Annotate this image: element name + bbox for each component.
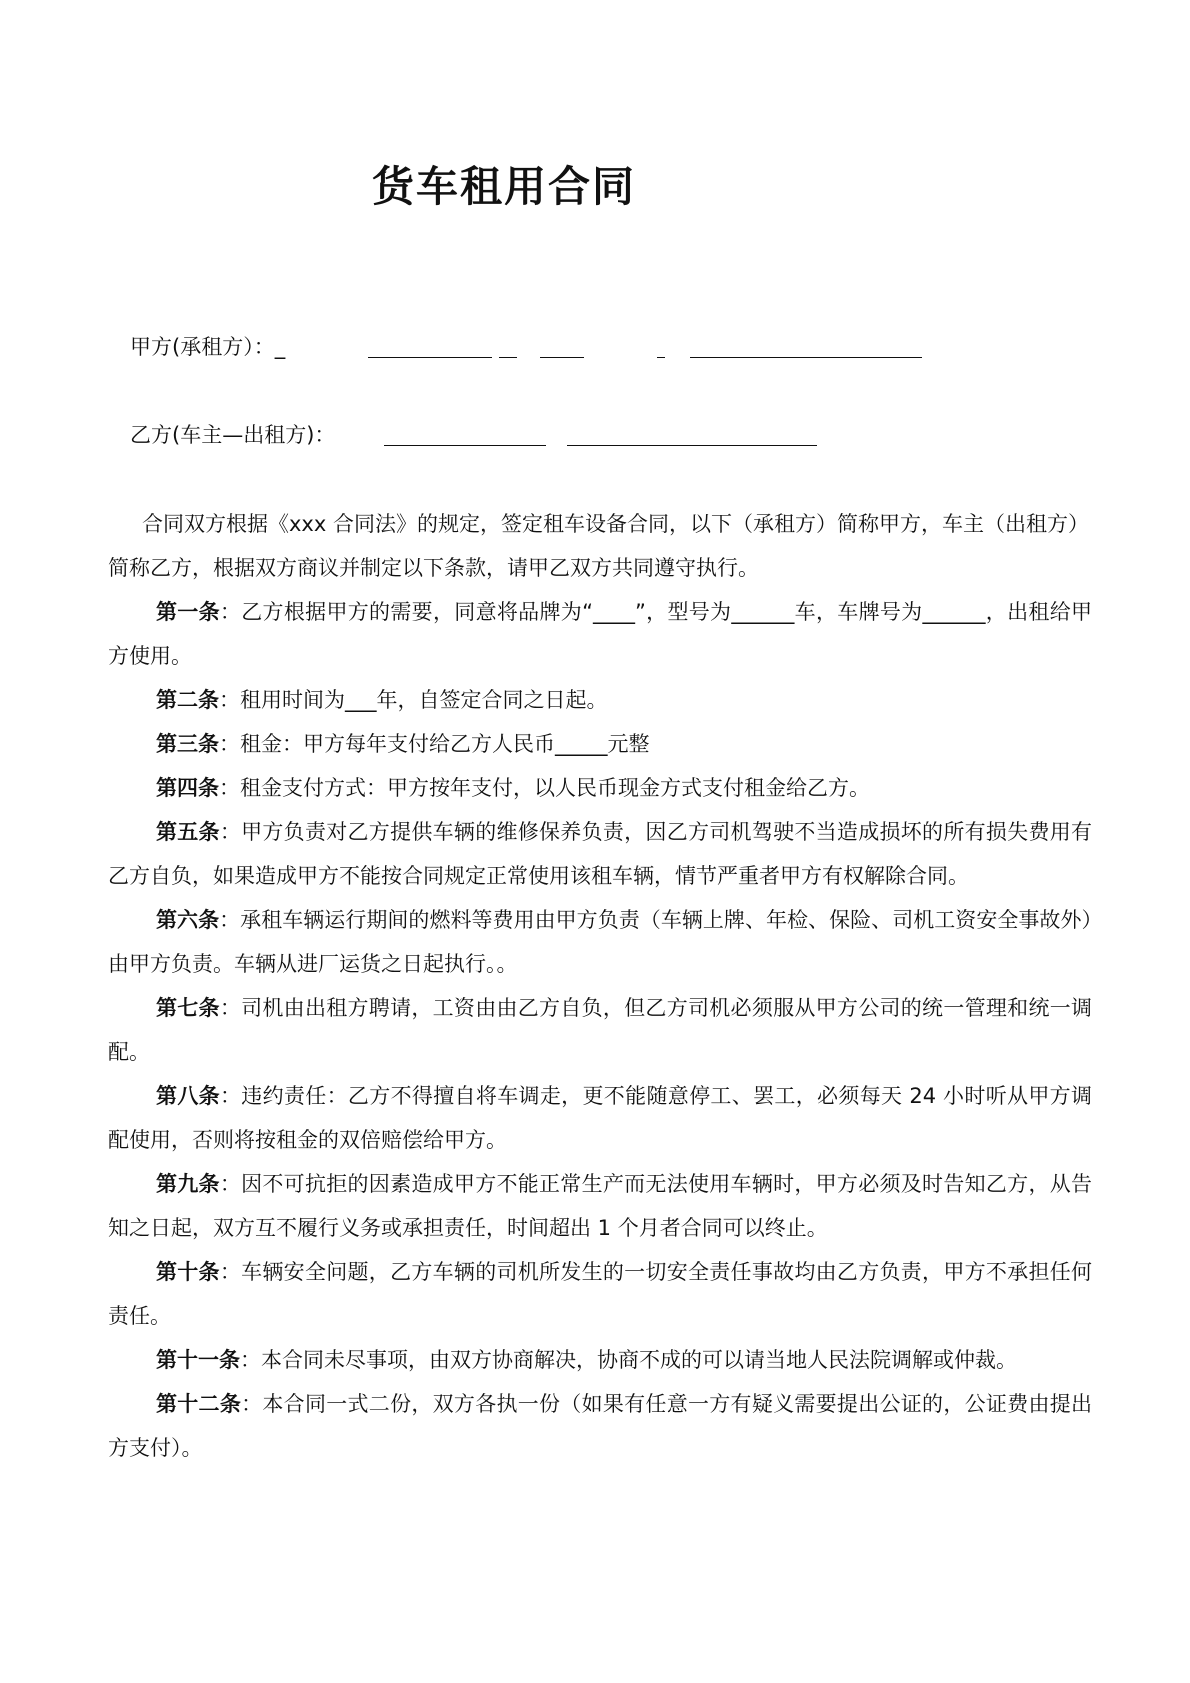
party-a-blank-1 — [368, 357, 492, 358]
clause-8 — [108, 1074, 1092, 1162]
clause-text: ：因不可抗拒的因素造成甲方不能正常生产而无法使用车辆时，甲方必须及时告知乙方，从告知之日起，双方互不履行义务或承担责任，时间超出 1 个月者合同可以终止。 — [108, 1172, 1093, 1240]
party-a-blank-5 — [690, 357, 922, 358]
clause-text: ：违约责任：乙方不得擅自将车调走，更不能随意停工、罢工，必须每天 24 小时听从甲方调配使用，否则将按租金的双倍赔偿给甲方。 — [108, 1084, 1093, 1152]
party-b-blank-1 — [384, 445, 546, 446]
clause-9 — [108, 1162, 1092, 1250]
clause-11 — [108, 1338, 1092, 1382]
clause-text: ：租金支付方式：甲方按年支付，以人民币现金方式支付租金给乙方。 — [219, 776, 870, 800]
clause-10 — [108, 1250, 1092, 1338]
clause-text: ：租用时间为___年，自签定合同之日起。 — [219, 688, 608, 712]
clause-text: ：本合同未尽事项，由双方协商解决，协商不成的可以请当地人民法院调解或仲裁。 — [240, 1348, 1017, 1372]
clause-text: ：司机由出租方聘请，工资由由乙方自负，但乙方司机必须服从甲方公司的统一管理和统一调配。 — [108, 996, 1093, 1064]
clause-12 — [108, 1382, 1092, 1470]
clause-number: 第七条 — [156, 996, 220, 1020]
clause-text: ：甲方负责对乙方提供车辆的维修保养负责，因乙方司机驾驶不当造成损坏的所有损失费用有乙方自负，如果造成甲方不能按合同规定正常使用该租车辆，情节严重者甲方有权解除合同。 — [108, 820, 1093, 888]
party-a-line — [130, 333, 285, 361]
party-a-blank-2 — [499, 357, 517, 358]
intro-paragraph: 合同双方根据《xxx 合同法》的规定，签定租车设备合同，以下（承租方）简称甲方，车主（出租方）简称乙方，根据双方商议并制定以下条款，请甲乙双方共同遵守执行。 — [108, 512, 1089, 580]
clause-5 — [108, 810, 1092, 898]
clause-number: 第六条 — [156, 908, 220, 932]
clause-text: ：本合同一式二份，双方各执一份（如果有任意一方有疑义需要提出公证的，公证费由提出方支付）。 — [108, 1392, 1093, 1460]
clause-text: ：租金：甲方每年支付给乙方人民币_____元整 — [219, 732, 650, 756]
clause-number: 第五条 — [156, 820, 220, 844]
clause-number: 第十二条 — [156, 1392, 242, 1416]
clause-text: ：车辆安全问题，乙方车辆的司机所发生的一切安全责任事故均由乙方负责，甲方不承担任何责任。 — [108, 1260, 1093, 1328]
clause-4 — [108, 766, 1092, 810]
party-b-label: 乙方(车主—出租方)： — [130, 423, 336, 447]
clause-7 — [108, 986, 1092, 1074]
party-b-blank-2 — [567, 445, 817, 446]
clause-number: 第十条 — [156, 1260, 220, 1284]
clause-list — [108, 590, 1092, 1470]
clause-text: ：乙方根据甲方的需要，同意将品牌为“____”，型号为______车，车牌号为______，出租给甲方使用。 — [108, 600, 1093, 668]
clause-number: 第九条 — [156, 1172, 220, 1196]
clause-number: 第二条 — [156, 688, 219, 712]
clause-number: 第三条 — [156, 732, 219, 756]
clause-number: 第一条 — [156, 600, 220, 624]
clause-1 — [108, 590, 1092, 678]
clause-text: ：承租车辆运行期间的燃料等费用由甲方负责（车辆上牌、年检、保险、司机工资安全事故外）由甲方负责。车辆从进厂运货之日起执行。。 — [108, 908, 1093, 976]
clause-number: 第十一条 — [156, 1348, 240, 1372]
party-a-blank-4 — [657, 357, 665, 358]
clause-2 — [108, 678, 1092, 722]
party-a-blank-3 — [540, 357, 584, 358]
clause-6 — [108, 898, 1092, 986]
party-b-line — [130, 421, 335, 449]
party-a-label: 甲方(承租方）：_ — [130, 335, 286, 359]
clause-number: 第四条 — [156, 776, 219, 800]
clause-number: 第八条 — [156, 1084, 220, 1108]
clause-3 — [108, 722, 1092, 766]
document-title: 货车租用合同 — [372, 162, 637, 211]
